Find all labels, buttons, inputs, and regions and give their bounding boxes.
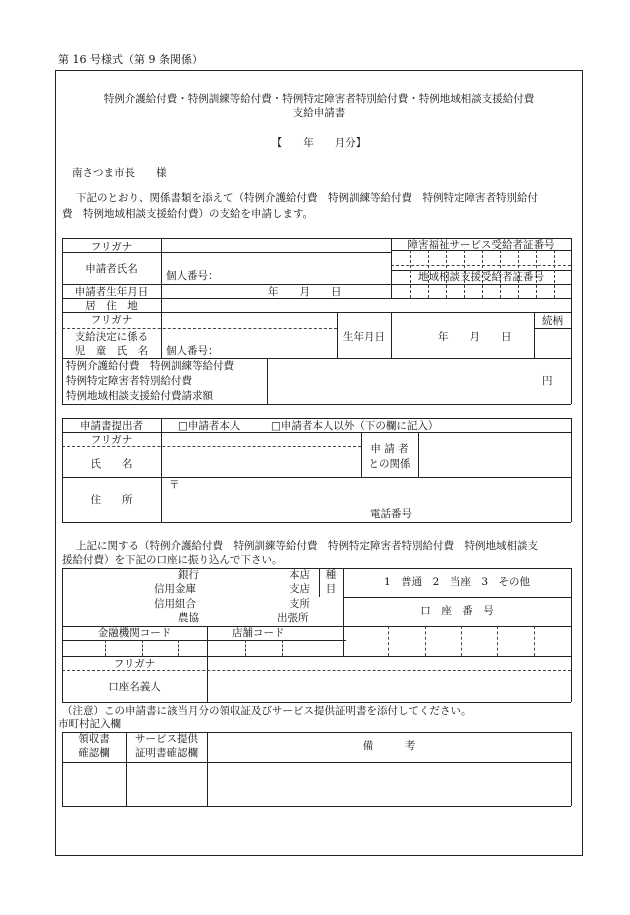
period: 【 年 月分】 xyxy=(271,137,367,149)
table-rule xyxy=(571,732,572,806)
form-title-2: 支給申請書 xyxy=(292,107,346,119)
table-rule xyxy=(62,762,571,763)
relation-label-1: 申 請 者 xyxy=(370,443,409,455)
table-rule xyxy=(161,238,162,312)
address-label: 居 住 地 xyxy=(85,300,138,312)
account-holder-label: 口座名義人 xyxy=(108,681,161,693)
intro-line-1: 下記のとおり、関係書類を添えて（特例介護給付費 特例訓練等給付費 特例特定障害者特別給付 xyxy=(76,192,538,204)
shisho-label: 支所 xyxy=(289,598,310,610)
table-rule xyxy=(391,265,571,266)
account-type-label-a: 種 xyxy=(325,569,337,581)
child-birth-label: 生年月日 xyxy=(343,331,385,343)
submitter-furigana-label: フリガナ xyxy=(90,434,133,446)
table-rule xyxy=(534,626,535,656)
kumiai-label: 信用組合 xyxy=(154,598,196,610)
table-rule xyxy=(571,418,572,522)
claim-line-2: 特例特定障害者特別給付費 xyxy=(66,375,192,387)
form-title: 特例介護給付費・特例訓練等給付費・特例特定障害者特別給付費・特例地域相談支援給付費 xyxy=(103,93,535,105)
table-rule xyxy=(62,806,571,807)
table-rule xyxy=(62,568,571,569)
table-rule xyxy=(282,640,283,656)
table-rule xyxy=(207,626,208,702)
disability-cert-label: 障害福祉サービス受給者証番号 xyxy=(407,239,555,251)
table-rule xyxy=(62,702,571,703)
submitter-label: 申請書提出者 xyxy=(80,420,143,432)
table-rule xyxy=(62,656,571,657)
consult-cert-label: 地域相談支援受給者証番号 xyxy=(418,271,544,283)
shinkin-label: 信用金庫 xyxy=(154,583,196,595)
municipal-title: 市町村記入欄 xyxy=(58,718,121,730)
table-rule xyxy=(571,568,572,702)
bank-code-label: 金融機関コード xyxy=(97,627,172,639)
applicant-personal-no: 個人番号： xyxy=(166,270,219,282)
nokyo-label: 農協 xyxy=(178,612,199,624)
addressee: 南さつま市長 様 xyxy=(72,167,167,179)
submitter-name-label: 氏 名 xyxy=(90,458,133,470)
receipt-label-2: 確認欄 xyxy=(78,747,110,759)
remarks-label: 備 考 xyxy=(362,740,416,752)
table-rule xyxy=(418,432,419,477)
service-label-1: サービス提供 xyxy=(135,733,198,745)
option-other[interactable]: □申請者本人以外（下の欄に記入） xyxy=(271,420,439,432)
relation-label: 続柄 xyxy=(542,315,563,327)
submitter-address-label: 住 所 xyxy=(90,494,133,506)
child-personal-no: 個人番号： xyxy=(166,345,219,357)
child-label-1: 支給決定に係る xyxy=(74,331,149,343)
table-rule xyxy=(571,238,572,404)
applicant-furigana-label: フリガナ xyxy=(90,241,133,253)
postal-mark: 〒 xyxy=(169,479,180,491)
table-rule xyxy=(161,418,162,522)
child-birth-value: 年 月 日 xyxy=(438,331,512,343)
table-rule xyxy=(425,626,426,656)
account-number-label: 口 座 番 号 xyxy=(420,605,494,617)
relation-label-2: との関係 xyxy=(368,458,411,470)
table-rule xyxy=(62,404,571,405)
shutchojo-label: 出張所 xyxy=(277,612,309,624)
table-rule xyxy=(461,626,462,656)
table-rule xyxy=(267,358,268,404)
table-rule xyxy=(62,522,571,523)
table-rule xyxy=(534,328,571,329)
receipt-label-1: 領収書 xyxy=(78,733,110,745)
table-rule xyxy=(62,477,571,478)
table-rule xyxy=(245,640,246,656)
table-rule xyxy=(62,418,571,419)
phone-label: 電話番号 xyxy=(370,508,412,520)
bank-intro-2: 援給付費）を下記の口座に振り込んで下さい。 xyxy=(62,554,283,566)
table-rule xyxy=(62,328,337,329)
yen-unit: 円 xyxy=(542,375,553,387)
table-rule xyxy=(391,312,392,358)
table-rule xyxy=(343,597,571,598)
holder-furigana-label: フリガナ xyxy=(113,658,156,670)
table-rule xyxy=(178,640,179,656)
table-rule xyxy=(62,358,571,359)
bank-label: 銀行 xyxy=(178,569,199,581)
form-number: 第 16 号様式（第 9 条関係） xyxy=(58,53,203,66)
applicant-birthdate-label: 申請者生年月日 xyxy=(74,286,149,298)
table-rule xyxy=(62,284,571,285)
note: （注意）この申請書に該当月分の領収証及びサービス提供証明書を添付してください。 xyxy=(62,705,472,717)
table-rule xyxy=(161,312,162,358)
bank-intro-1: 上記に関する（特例介護給付費 特例訓練等給付費 特例特定障害者特別給付費 特例地域相談支 xyxy=(76,540,538,552)
branch-code-label: 店舗コード xyxy=(232,627,285,639)
child-label-2: 児 童 氏 名 xyxy=(74,345,149,357)
option-self[interactable]: □申請者本人 xyxy=(178,420,241,432)
table-rule xyxy=(388,626,389,656)
account-type-label-b: 目 xyxy=(325,583,337,595)
service-label-2: 証明書確認欄 xyxy=(135,747,198,759)
account-type-options[interactable]: 1 普通 2 当座 3 その他 xyxy=(383,576,531,588)
claim-line-3: 特例地域相談支援給付費請求額 xyxy=(66,390,213,402)
table-rule xyxy=(497,626,498,656)
shiten-label: 支店 xyxy=(289,583,310,595)
claim-line-1: 特例介護給付費 特例訓練等給付費 xyxy=(66,360,234,372)
child-furigana-label: フリガナ xyxy=(90,314,133,326)
honten-label: 本店 xyxy=(289,569,310,581)
table-rule xyxy=(142,640,143,656)
applicant-birthdate-value: 年 月 日 xyxy=(268,286,342,298)
table-rule xyxy=(105,640,106,656)
intro-line-2: 費 特例地域相談支援給付費）の支給を申請します。 xyxy=(62,208,314,220)
applicant-name-label: 申請者氏名 xyxy=(85,263,138,275)
